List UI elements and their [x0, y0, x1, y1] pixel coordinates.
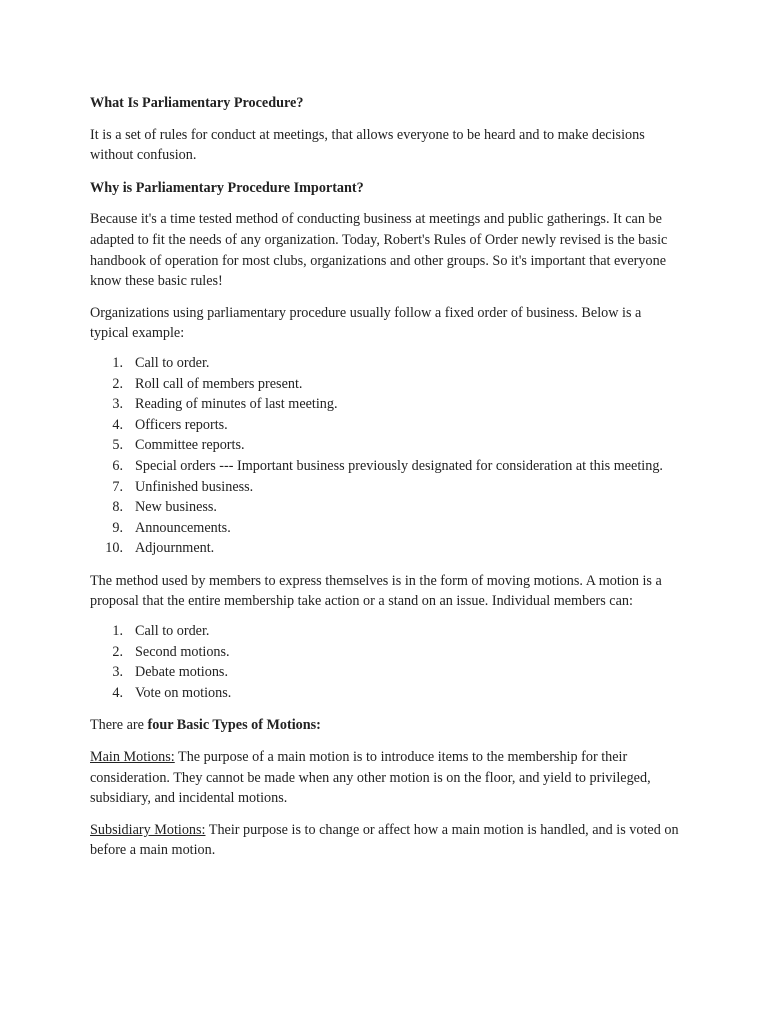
- list-number: 1.: [112, 623, 123, 640]
- heading-what-is: What Is Parliamentary Procedure?: [90, 95, 304, 111]
- list-text: Vote on motions.: [135, 684, 232, 701]
- list-item: [90, 477, 680, 498]
- heading-why-important: Why is Parliamentary Procedure Important?: [90, 179, 364, 196]
- four-types-prefix: There are: [90, 717, 148, 734]
- list-number: 1.: [112, 354, 123, 371]
- list-text: Adjournment.: [135, 540, 215, 557]
- list-number: 6.: [112, 457, 123, 474]
- main-motions-text: The purpose of a main motion is to introduce items to the membership for their consideration. They cannot be made when any other motion is on the floor, and yield to privileged, subsidiary, and incidental motions.: [90, 749, 651, 807]
- list-text: Special orders --- Important business previously designated for consideration at this meeting.: [135, 457, 663, 474]
- list-number: 2.: [112, 375, 123, 392]
- list-item: [90, 456, 680, 477]
- paragraph-subsidiary-motions: [90, 820, 680, 861]
- list-text: New business.: [135, 499, 217, 516]
- list-number: 5.: [112, 437, 123, 454]
- list-item: [90, 415, 680, 436]
- paragraph-motions-intro: The method used by members to express themselves is in the form of moving motions. A motion is a proposal that the entire membership take action or a stand on an issue. Individual members can:: [90, 572, 662, 610]
- list-number: 4.: [112, 416, 123, 433]
- member-actions-list: [90, 621, 680, 703]
- list-text: Call to order.: [135, 623, 210, 640]
- list-item: [90, 642, 680, 663]
- list-item: [90, 518, 680, 539]
- list-item: [90, 621, 680, 642]
- list-text: Call to order.: [135, 354, 210, 371]
- list-number: 7.: [112, 478, 123, 495]
- list-item: [90, 353, 680, 374]
- list-item: [90, 497, 680, 518]
- paragraph-definition: It is a set of rules for conduct at meetings, that allows everyone to be heard and to make decisions without confusion.: [90, 126, 645, 164]
- list-number: 3.: [112, 396, 123, 413]
- list-item: [90, 435, 680, 456]
- list-item: [90, 374, 680, 395]
- list-text: Reading of minutes of last meeting.: [135, 396, 338, 413]
- list-number: 2.: [112, 643, 123, 660]
- list-text: Unfinished business.: [135, 478, 254, 495]
- list-number: 9.: [112, 519, 123, 536]
- list-item: [90, 683, 680, 704]
- list-number: 4.: [112, 684, 123, 701]
- list-text: Announcements.: [135, 519, 231, 536]
- four-types-bold: four Basic Types of Motions:: [147, 717, 321, 734]
- list-text: Second motions.: [135, 643, 230, 660]
- list-number: 3.: [112, 664, 123, 681]
- list-text: Committee reports.: [135, 437, 245, 454]
- list-text: Officers reports.: [135, 416, 228, 433]
- subsidiary-motions-label: Subsidiary Motions:: [90, 821, 206, 838]
- list-text: Roll call of members present.: [135, 375, 303, 392]
- list-number: 8.: [112, 499, 123, 516]
- document-page: [90, 93, 680, 861]
- main-motions-label: Main Motions:: [90, 749, 175, 766]
- paragraph-main-motions: [90, 747, 680, 809]
- paragraph-order-intro: Organizations using parliamentary procedure usually follow a fixed order of business. Below is a typical example:: [90, 304, 642, 342]
- list-text: Debate motions.: [135, 664, 228, 681]
- list-item: [90, 662, 680, 683]
- list-item: [90, 538, 680, 559]
- list-item: [90, 394, 680, 415]
- list-number: 10.: [105, 540, 123, 557]
- subsidiary-motions-text: Their purpose is to change or affect how a main motion is handled, and is voted on before a main motion.: [90, 821, 679, 859]
- paragraph-four-types: [90, 715, 680, 736]
- order-of-business-list: [90, 353, 680, 559]
- paragraph-importance: Because it's a time tested method of conducting business at meetings and public gatherings. It can be adapted to fit the needs of any organization. Today, Robert's Rules of Order newly revised is the basic handbook of operation for most clubs, organizations and other groups. So it's important that everyone know these basic rules!: [90, 211, 668, 290]
